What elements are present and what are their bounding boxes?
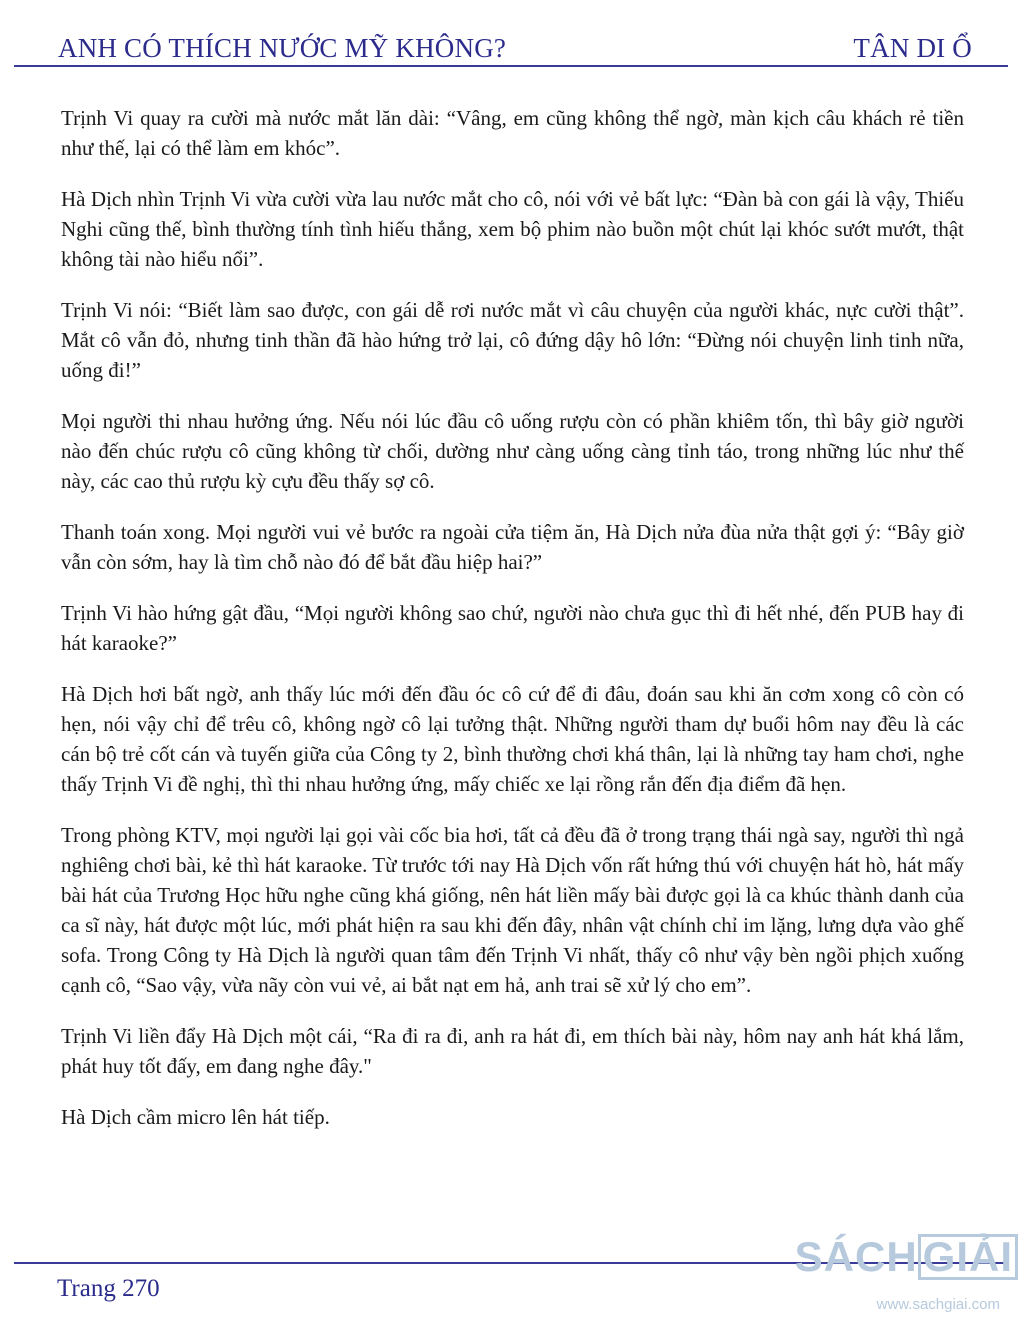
watermark-logo-left: SÁCH [794,1233,918,1280]
paragraph: Trịnh Vi quay ra cười mà nước mắt lăn dài: “Vâng, em cũng không thể ngờ, màn kịch câu khách rẻ tiền như thế, lại có thể làm em khóc”. [61,106,964,160]
paragraph: Trong phòng KTV, mọi người lại gọi vài cốc bia hơi, tất cả đều đã ở trong trạng thái ngà say, người thì ngả nghiêng chơi bài, kẻ thì hát karaoke. Từ trước tới nay Hà Dịch vốn rất hứng thú với chuyện hát hò, hát mấy bài hát của Trương Học hữu nghe cũng khá giống, nên hát liền mấy bài được gọi là ca khúc thành danh của ca sĩ này, hát được một lúc, mới phát hiện ra sau khi đến đây, nhân vật chính chỉ im lặng, lưng dựa vào ghế sofa. Trong Công ty Hà Dịch là người quan tâm đến Trịnh Vi nhất, thấy cô như vậy bèn ngồi phịch xuống cạnh cô, “Sao vậy, vừa nãy còn vui vẻ, ai bắt nạt em hả, anh trai sẽ xử lý cho em”. [61,823,964,997]
header-divider [14,65,1008,67]
watermark-url: www.sachgiai.com [876,1296,1000,1313]
paragraph: Mọi người thi nhau hưởng ứng. Nếu nói lúc đầu cô uống rượu còn có phần khiêm tốn, thì bây giờ người nào đến chúc rượu cô cũng không từ chối, dường như càng uống càng tỉnh táo, trong những lúc như thế này, các cao thủ rượu kỳ cựu đều thấy sợ cô. [61,409,964,493]
page-number: Trang 270 [57,1275,160,1302]
book-title: ANH CÓ THÍCH NƯỚC MỸ KHÔNG? [58,33,507,63]
paragraph: Thanh toán xong. Mọi người vui vẻ bước ra ngoài cửa tiệm ăn, Hà Dịch nửa đùa nửa thật gợi ý: “Bây giờ vẫn còn sớm, hay là tìm chỗ nào đó để bắt đầu hiệp hai?” [61,520,964,574]
paragraph: Trịnh Vi hào hứng gật đầu, “Mọi người không sao chứ, người nào chưa gục thì đi hết nhé, đến PUB hay đi hát karaoke?” [61,601,964,655]
paragraph: Hà Dịch hơi bất ngờ, anh thấy lúc mới đến đầu óc cô cứ để đi đâu, đoán sau khi ăn cơm xong cô còn có hẹn, nói vậy chỉ để trêu cô, không ngờ cô lại tưởng thật. Những người tham dự buổi hôm nay đều là các cán bộ trẻ cốt cán và tuyến giữa của Công ty 2, bình thường chơi khá thân, lại là những tay ham chơi, nghe thấy Trịnh Vi đề nghị, thì thi nhau hưởng ứng, mấy chiếc xe lại rồng rắn đến địa điểm đã hẹn. [61,682,964,796]
paragraph: Hà Dịch cầm micro lên hát tiếp. [61,1105,330,1129]
author-name: TÂN DI Ổ [853,33,972,63]
page-header [58,26,972,62]
paragraph: Trịnh Vi nói: “Biết làm sao được, con gái dễ rơi nước mắt vì câu chuyện của người khác, nực cười thật”. Mắt cô vẫn đỏ, nhưng tinh thần đã hào hứng trở lại, cô đứng dậy hô lớn: “Đừng nói chuyện linh tinh nữa, uống đi!” [61,298,964,382]
watermark-logo-right: GIẢI [918,1234,1018,1280]
watermark-logo [795,1234,1018,1280]
watermark [794,1228,1018,1320]
paragraph: Trịnh Vi liền đẩy Hà Dịch một cái, “Ra đi ra đi, anh ra hát đi, em thích bài này, hôm nay anh hát khá lắm, phát huy tốt đấy, em đang nghe đây." [61,1024,964,1078]
page-body [61,103,964,1153]
paragraph: Hà Dịch nhìn Trịnh Vi vừa cười vừa lau nước mắt cho cô, nói với vẻ bất lực: “Đàn bà con gái là vậy, Thiếu Nghi cũng thế, bình thường tính tình hiếu thắng, xem bộ phim nào buồn một chút lại khóc sướt mướt, thật không tài nào hiểu nổi”. [61,187,964,271]
